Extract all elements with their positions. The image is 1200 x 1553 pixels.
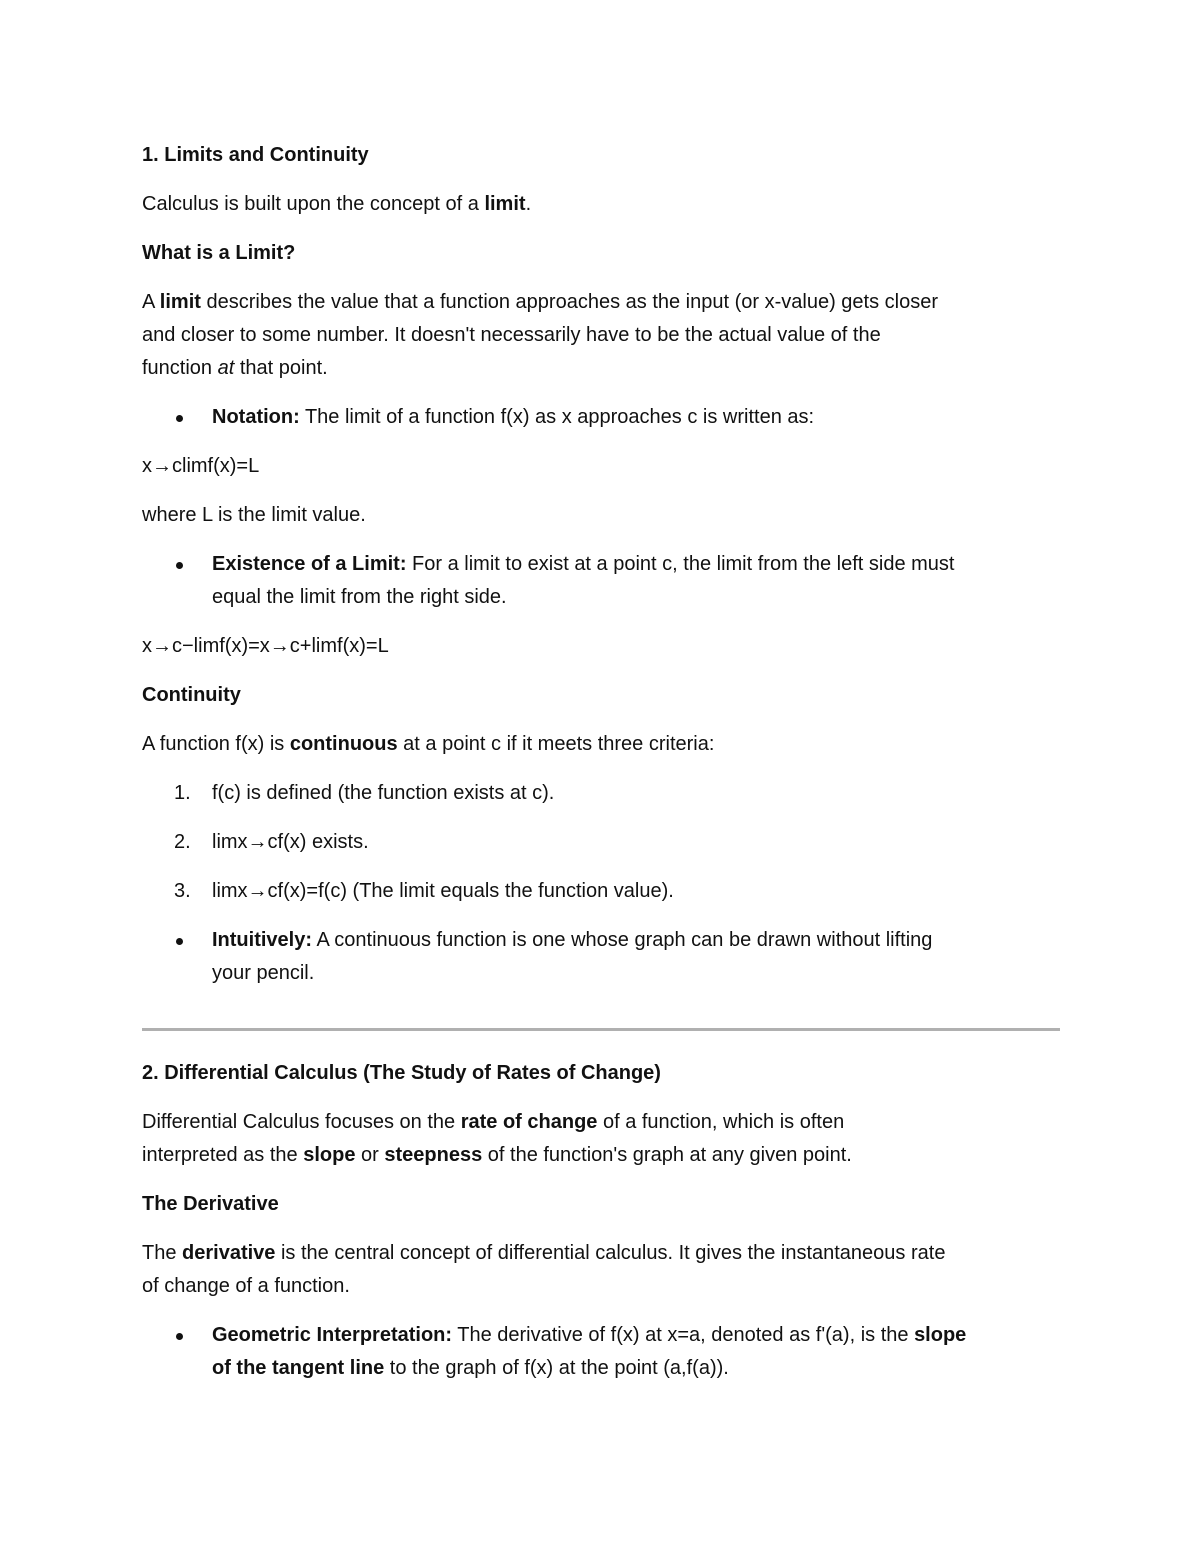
p1-h: of the function's graph at any given point. [482,1144,852,1166]
criteria-number: 3. [174,880,191,902]
existence-text-2: equal the limit from the right side. [212,586,507,608]
p2-b: derivative [182,1242,276,1264]
horizontal-divider [142,1028,1060,1031]
geo-label: Geometric Interpretation: [212,1324,453,1346]
intuitive-text-2: your pencil. [212,962,315,984]
continuity-heading: Continuity [142,684,241,706]
criteria-text: limx→cf(x)=f(c) (The limit equals the function value). [212,880,674,902]
criteria-item [142,777,1060,810]
intro-bold: limit [484,193,526,215]
bullet-icon [176,415,183,422]
p1-a: Differential Calculus focuses on the [142,1111,461,1133]
derivative-paragraph [142,1237,1060,1303]
notation-text: The limit of a function f(x) as x approaches c is written as: [299,406,815,428]
p1-c: of a function, which is often [597,1111,845,1133]
def-line2: and closer to some number. It doesn't necessarily have to be the actual value of the [142,324,881,346]
intro-text: Calculus is built upon the concept of a [142,193,485,215]
existence-label: Existence of a Limit: [212,553,407,575]
differential-paragraph [142,1106,1060,1172]
intuitive-label: Intuitively: [212,929,313,951]
def-pre: A [142,291,160,313]
section2-heading: 2. Differential Calculus (The Study of Rates of Change) [142,1062,661,1084]
criteria-number: 2. [174,831,191,853]
intuitively-bullet [142,924,1060,990]
cont-post: at a point c if it meets three criteria: [397,733,715,755]
geo-text-1: The derivative of f(x) at x=a, denoted as f'(a), is the [452,1324,915,1346]
intuitive-text-1: A continuous function is one whose graph can be drawn without lifting [312,929,933,951]
criteria-item [142,826,1060,859]
criteria-text: f(c) is defined (the function exists at c). [212,782,555,804]
def-line3-post: that point. [234,357,328,379]
geo-bold-2: of the tangent line [212,1357,385,1379]
p1-g: steepness [384,1144,483,1166]
bullet-icon [176,562,183,569]
p2-d: of change of a function. [142,1275,350,1297]
criteria-text: limx→cf(x) exists. [212,831,369,853]
bullet-icon [176,1333,183,1340]
notation-label: Notation: [212,406,300,428]
def-bold: limit [159,291,201,313]
geo-text-2: to the graph of f(x) at the point (a,f(a)). [384,1357,729,1379]
cont-pre: A function f(x) is [142,733,290,755]
criteria-number: 1. [174,782,191,804]
bullet-icon [176,938,183,945]
p2-c: is the central concept of differential calculus. It gives the instantaneous rate [275,1242,946,1264]
existence-text-1: For a limit to exist at a point c, the limit from the left side must [406,553,955,575]
p2-a: The [142,1242,183,1264]
p1-e: slope [303,1144,356,1166]
notation-bullet [142,401,1060,434]
p1-f: or [355,1144,385,1166]
geo-bold-1: slope [914,1324,967,1346]
notation-formula: x→climf(x)=L [142,455,260,477]
geometric-bullet [142,1319,1060,1385]
continuity-paragraph [142,728,1060,761]
section1-heading: 1. Limits and Continuity [142,144,369,166]
def-line3-pre: function [142,357,218,379]
p1-d: interpreted as the [142,1144,304,1166]
intro-paragraph [142,188,1060,221]
derivative-heading: The Derivative [142,1193,279,1215]
cont-bold: continuous [289,733,398,755]
document-page [142,139,1060,1401]
def-line3-italic: at [217,357,235,379]
existence-formula: x→c−limf(x)=x→c+limf(x)=L [142,635,389,657]
p1-b: rate of change [460,1111,598,1133]
def-line1: describes the value that a function approaches as the input (or x-value) gets closer [200,291,939,313]
intro-end: . [525,193,532,215]
where-text: where L is the limit value. [142,504,366,526]
limit-definition-paragraph [142,286,1060,385]
existence-bullet [142,548,1060,614]
what-is-limit-heading: What is a Limit? [142,242,296,264]
criteria-item [142,875,1060,908]
